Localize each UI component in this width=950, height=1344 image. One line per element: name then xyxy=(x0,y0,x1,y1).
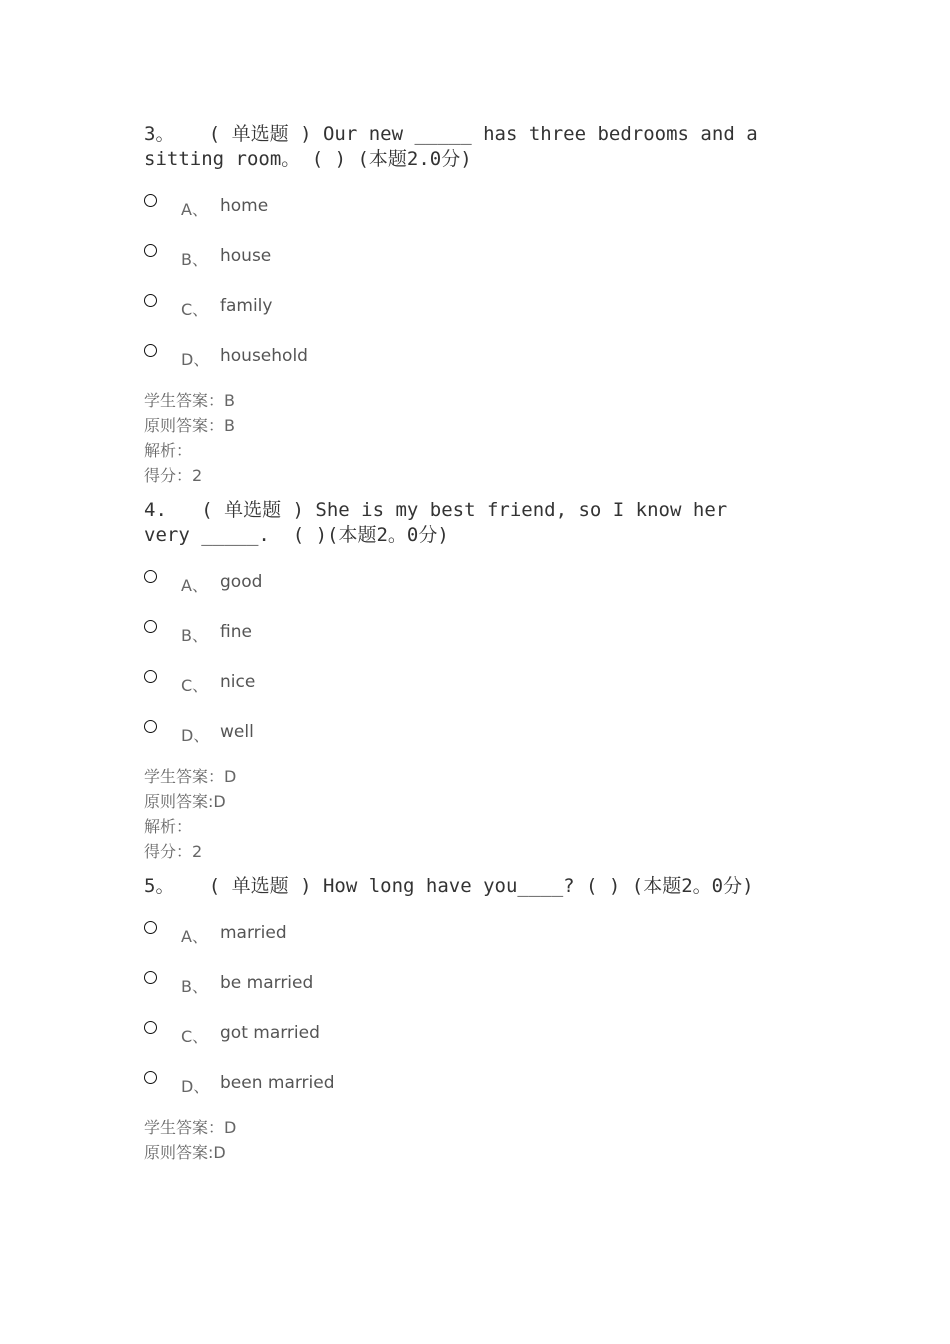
option-text: household xyxy=(220,346,308,366)
option-letter: B、 xyxy=(181,250,208,269)
option-a[interactable] xyxy=(144,570,784,620)
option-text: married xyxy=(220,923,287,943)
exam-page xyxy=(144,122,784,1165)
option-b[interactable] xyxy=(144,244,784,294)
question-stem: 3。 ( 单选题 ) Our new _____ has three bedrooms and a sitting room。 ( ) (本题2.0分) xyxy=(144,123,770,170)
radio-button[interactable] xyxy=(144,1021,157,1034)
option-letter: C、 xyxy=(181,300,209,319)
answer-info xyxy=(144,388,784,488)
options-list xyxy=(144,570,784,770)
option-text: got married xyxy=(220,1023,320,1043)
radio-button[interactable] xyxy=(144,971,157,984)
option-letter: D、 xyxy=(181,726,210,745)
answer-info xyxy=(144,1115,784,1165)
option-text: good xyxy=(220,572,263,592)
radio-button[interactable] xyxy=(144,620,157,633)
radio-button[interactable] xyxy=(144,344,157,357)
option-text: house xyxy=(220,246,272,266)
radio-button[interactable] xyxy=(144,720,157,733)
option-d[interactable] xyxy=(144,720,784,770)
options-list xyxy=(144,194,784,394)
option-a[interactable] xyxy=(144,921,784,971)
radio-button[interactable] xyxy=(144,670,157,683)
option-text: be married xyxy=(220,973,314,993)
radio-button[interactable] xyxy=(144,294,157,307)
question-3 xyxy=(144,122,784,488)
options-list xyxy=(144,921,784,1121)
option-d[interactable] xyxy=(144,1071,784,1121)
option-letter: C、 xyxy=(181,1027,209,1046)
student-answer: 学生答案：B xyxy=(144,391,235,410)
radio-button[interactable] xyxy=(144,194,157,207)
analysis: 解析： xyxy=(144,441,193,460)
student-answer: 学生答案：D xyxy=(144,1118,237,1137)
option-text: fine xyxy=(220,622,252,642)
analysis: 解析： xyxy=(144,817,193,836)
radio-button[interactable] xyxy=(144,921,157,934)
option-letter: D、 xyxy=(181,350,210,369)
option-letter: C、 xyxy=(181,676,209,695)
option-letter: A、 xyxy=(181,200,208,219)
option-c[interactable] xyxy=(144,1021,784,1071)
radio-button[interactable] xyxy=(144,570,157,583)
standard-answer: 原则答案:D xyxy=(144,1143,226,1162)
option-d[interactable] xyxy=(144,344,784,394)
option-letter: B、 xyxy=(181,977,208,996)
option-a[interactable] xyxy=(144,194,784,244)
option-c[interactable] xyxy=(144,294,784,344)
score: 得分：2 xyxy=(144,842,203,861)
option-c[interactable] xyxy=(144,670,784,720)
option-text: well xyxy=(220,722,254,742)
option-letter: A、 xyxy=(181,927,208,946)
answer-info xyxy=(144,764,784,864)
question-stem: 4. ( 单选题 ) She is my best friend, so I know her very _____. ( )(本题2。0分) xyxy=(144,499,739,546)
question-stem: 5。 ( 单选题 ) How long have you____? ( ) (本题2。0分) xyxy=(144,875,754,897)
student-answer: 学生答案：D xyxy=(144,767,237,786)
option-text: nice xyxy=(220,672,256,692)
option-letter: A、 xyxy=(181,576,208,595)
radio-button[interactable] xyxy=(144,1071,157,1084)
option-letter: D、 xyxy=(181,1077,210,1096)
radio-button[interactable] xyxy=(144,244,157,257)
standard-answer: 原则答案:D xyxy=(144,792,226,811)
standard-answer: 原则答案：B xyxy=(144,416,235,435)
question-4 xyxy=(144,498,784,864)
option-text: been married xyxy=(220,1073,335,1093)
option-b[interactable] xyxy=(144,971,784,1021)
option-text: family xyxy=(220,296,273,316)
option-b[interactable] xyxy=(144,620,784,670)
question-5 xyxy=(144,874,784,1165)
option-letter: B、 xyxy=(181,626,208,645)
score: 得分：2 xyxy=(144,466,203,485)
option-text: home xyxy=(220,196,269,216)
